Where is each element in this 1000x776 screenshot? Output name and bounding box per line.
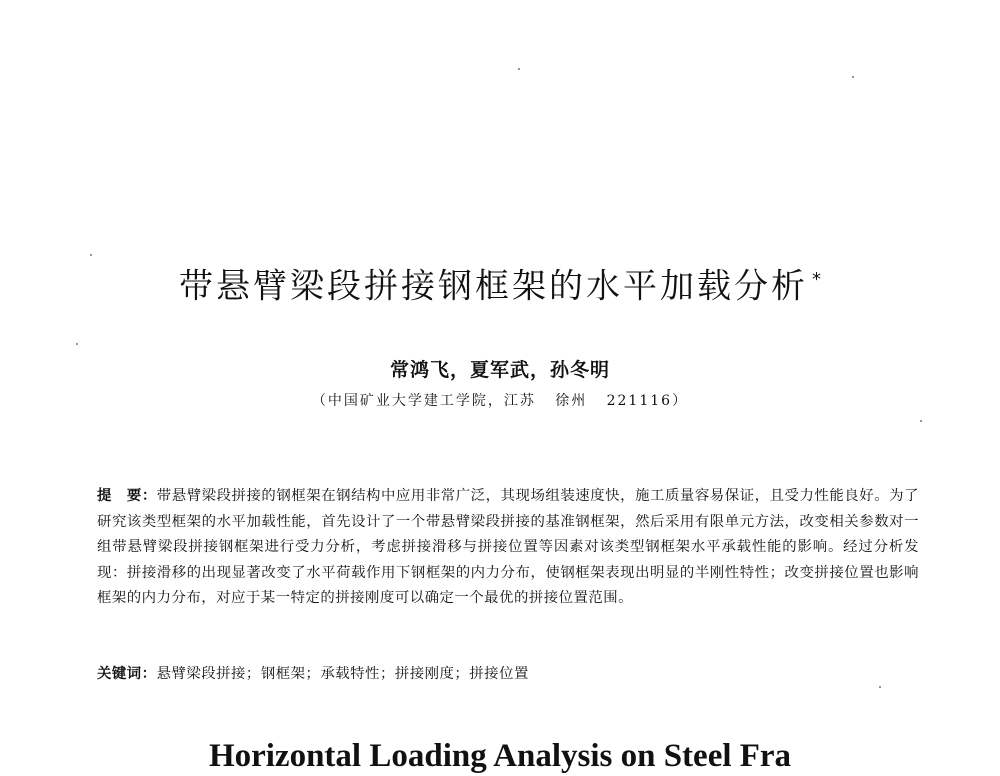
keywords-label: 关键词： xyxy=(97,666,157,682)
scan-speck xyxy=(920,420,922,422)
abstract-label: 提 要： xyxy=(97,488,157,504)
abstract xyxy=(97,484,919,612)
author-affiliation: （中国矿业大学建工学院，江苏 徐州 221116） xyxy=(311,393,689,409)
keywords xyxy=(97,662,919,687)
author-list: 常鸿飞，夏军武，孙冬明 xyxy=(389,359,610,381)
keywords-text: 悬臂梁段拼接；钢框架；承载特性；拼接刚度；拼接位置 xyxy=(156,666,529,682)
scan-speck xyxy=(518,68,520,70)
paper-title-text: 带悬臂梁段拼接钢框架的水平加载分析 xyxy=(179,266,808,307)
paper-title xyxy=(0,258,1000,308)
english-title: Horizontal Loading Analysis on Steel Fra xyxy=(208,738,792,774)
scan-speck xyxy=(76,343,78,345)
abstract-text: 带悬臂梁段拼接的钢框架在钢结构中应用非常广泛，其现场组装速度快，施工质量容易保证，且受力性能良好。为了研究该类型框架的水平加载性能，首先设计了一个带悬臂梁段拼接的基准钢框架，然后采用有限单元方法，改变相关参数对一组带悬臂梁段拼接钢框架进行受力分析，考虑拼接滑移与拼接位置等因素对该类型钢框架水平承载性能的影响。经过分析发现：拼接滑移的出现显著改变了水平荷载作用下钢框架的内力分布，使钢框架表现出明显的半刚性特性；改变拼接位置也影响框架的内力分布，对应于某一特定的拼接刚度可以确定一个最优的拼接位置范围。 xyxy=(97,488,919,606)
title-footnote-mark: * xyxy=(812,269,821,290)
scan-speck xyxy=(90,254,92,256)
scan-speck xyxy=(852,76,854,78)
